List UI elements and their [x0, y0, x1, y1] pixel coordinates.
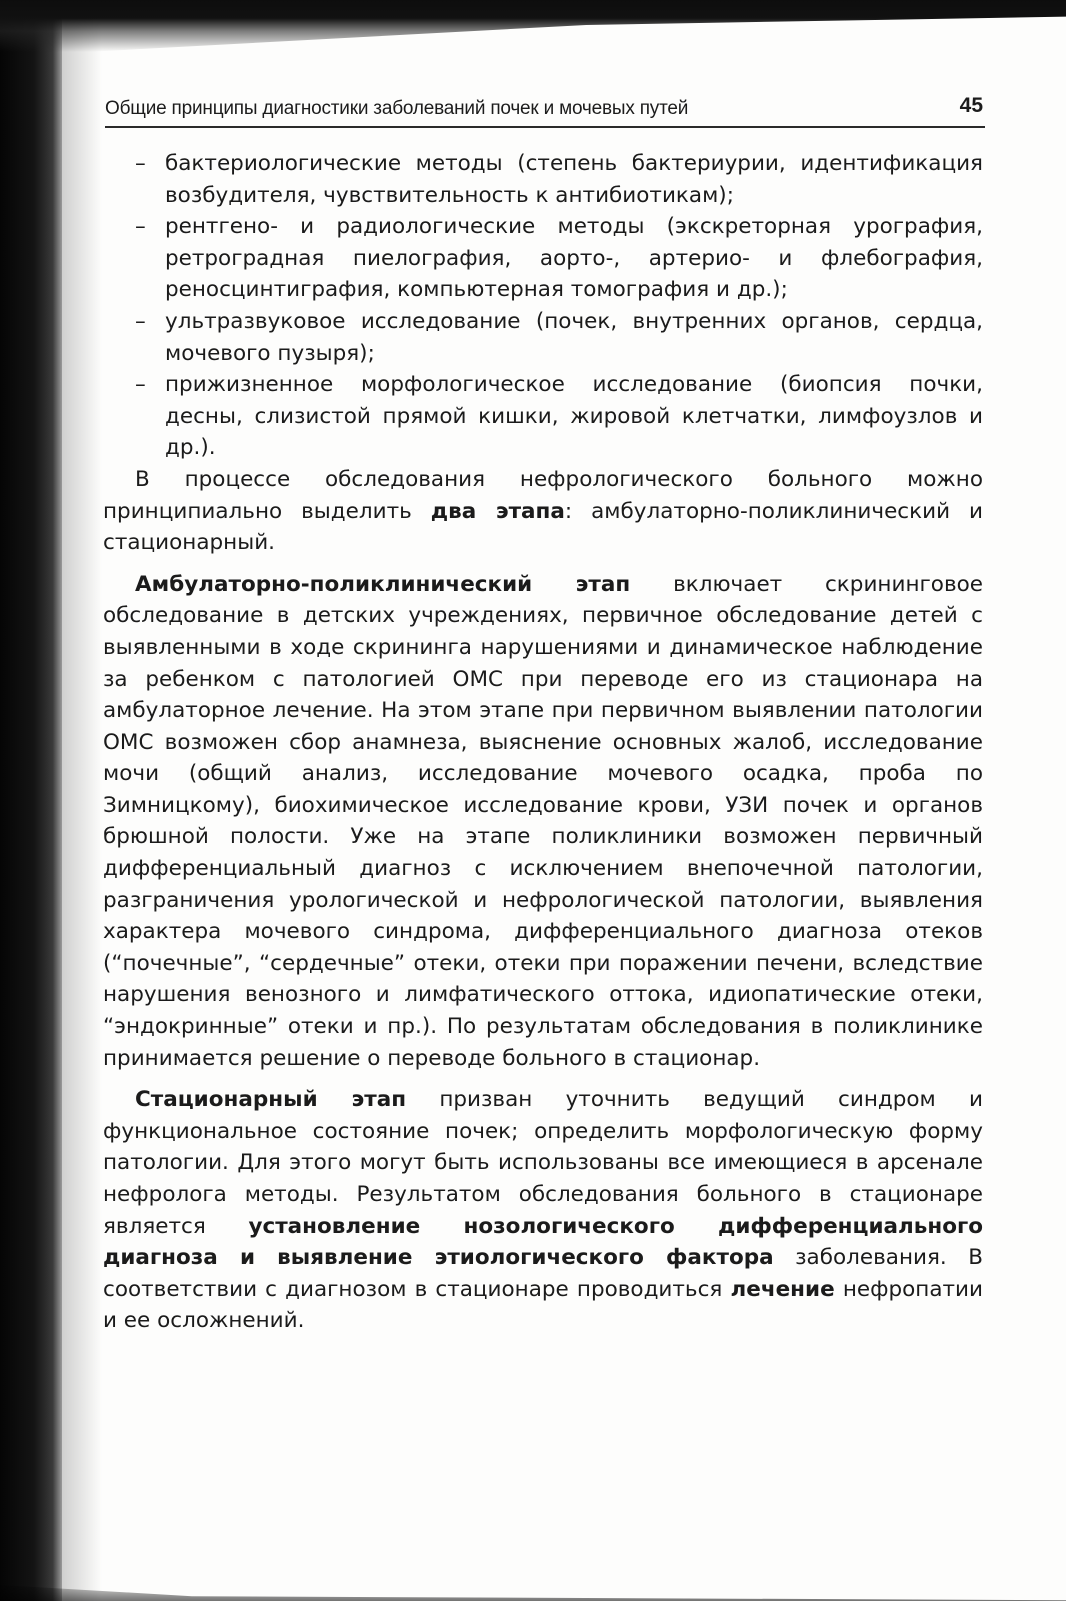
methods-list [103, 148, 983, 464]
running-title: Общие принципы диагностики заболеваний почек и мочевых путей [105, 98, 689, 119]
bold-term: установление нозологического дифференциального диагноза и выявление этиологического фактора [103, 1213, 983, 1271]
list-item-text: ультразвуковое исследование (почек, внутренних органов, сердца, мочевого пузыря); [165, 308, 983, 366]
list-item [103, 306, 983, 369]
list-item [103, 211, 983, 306]
bold-term: Стационарный этап [135, 1087, 407, 1113]
text-run: включает скрининговое обследование в детских учреждениях, первичное обследование детей с выявленными в ходе скрининга нарушениями и динамическое наблюдение за ребенком с патологией ОМС при переводе его из стационара на амбулаторное лечение. На этом этапе при первичном выявлении патологии ОМС возможен сбор анамнеза, выяснение основных жалоб, исследование мочи (общий анализ, исследование мочевого осадка, проба по Зимницкому), биохимическое исследование крови, УЗИ почек и органов брюшной полости. Уже на этапе поликлиники возможен первичный дифференциальный диагноз с исключением внепочечной патологии, разграничения урологической и нефрологической патологии, выявления характера мочевого синдрома, дифференциального диагноза отеков (“почечные”, “сердечные” отеки, отеки при поражении печени, вследствие нарушения венозного и лимфатического оттока, идиопатические отеки, “эндокринные” отеки и пр.). По результатам обследования в поликлинике принимается решение о переводе больного в стационар. [103, 571, 984, 1071]
list-item-text: рентгено- и радиологические методы (экскреторная урография, ретроградная пиелография, аорто-, артерио- и флебография, реносцинтиграфия, компьютерная томография и др.); [165, 214, 983, 303]
bottom-edge-shadow [0, 1561, 1066, 1601]
paragraph-two-stages [103, 464, 983, 559]
running-header [105, 92, 985, 128]
body-text [103, 148, 983, 1337]
dash-marker: – [135, 214, 146, 240]
text-run: призван уточнить ведущий синдром и функциональное состояние почек; определить морфологическую форму патологии. Для этого могут быть использованы все имеющиеся в арсенале нефролога методы. Результатом обследования больного в стационаре является [103, 1087, 983, 1239]
dash-marker: – [135, 372, 146, 398]
list-item [103, 369, 983, 464]
text-run: нефропатии и ее осложнений. [103, 1276, 983, 1334]
top-edge-shadow [0, 0, 1066, 52]
dash-marker: – [135, 308, 146, 334]
spine-gradient [62, 0, 102, 1601]
page-number: 45 [959, 94, 983, 117]
dash-marker: – [135, 151, 146, 176]
list-item [103, 148, 983, 211]
paragraph-outpatient-stage [103, 569, 983, 1075]
list-item-text: прижизненное морфологическое исследование (биопсия почки, десны, слизистой прямой кишки, жировой клетчатки, лимфоузлов и др.). [165, 372, 983, 461]
text-run: : амбулаторно-поликлинический и стационарный. [103, 498, 983, 556]
text-run: заболевания. В соответствии с диагнозом в стационаре проводиться [103, 1245, 983, 1302]
list-item-text: бактериологические методы (степень бактериурии, идентификация возбудителя, чувствительность к антибиотикам); [165, 151, 983, 208]
bold-term: два этапа [430, 498, 565, 524]
text-run: В процессе обследования нефрологического больного можно принципиально выделить [103, 466, 983, 524]
bold-term: лечение [730, 1276, 835, 1302]
paragraph-inpatient-stage [103, 1084, 983, 1337]
bold-term: Амбулаторно-поликлинический этап [135, 571, 631, 597]
book-spine-shadow [0, 0, 62, 1601]
